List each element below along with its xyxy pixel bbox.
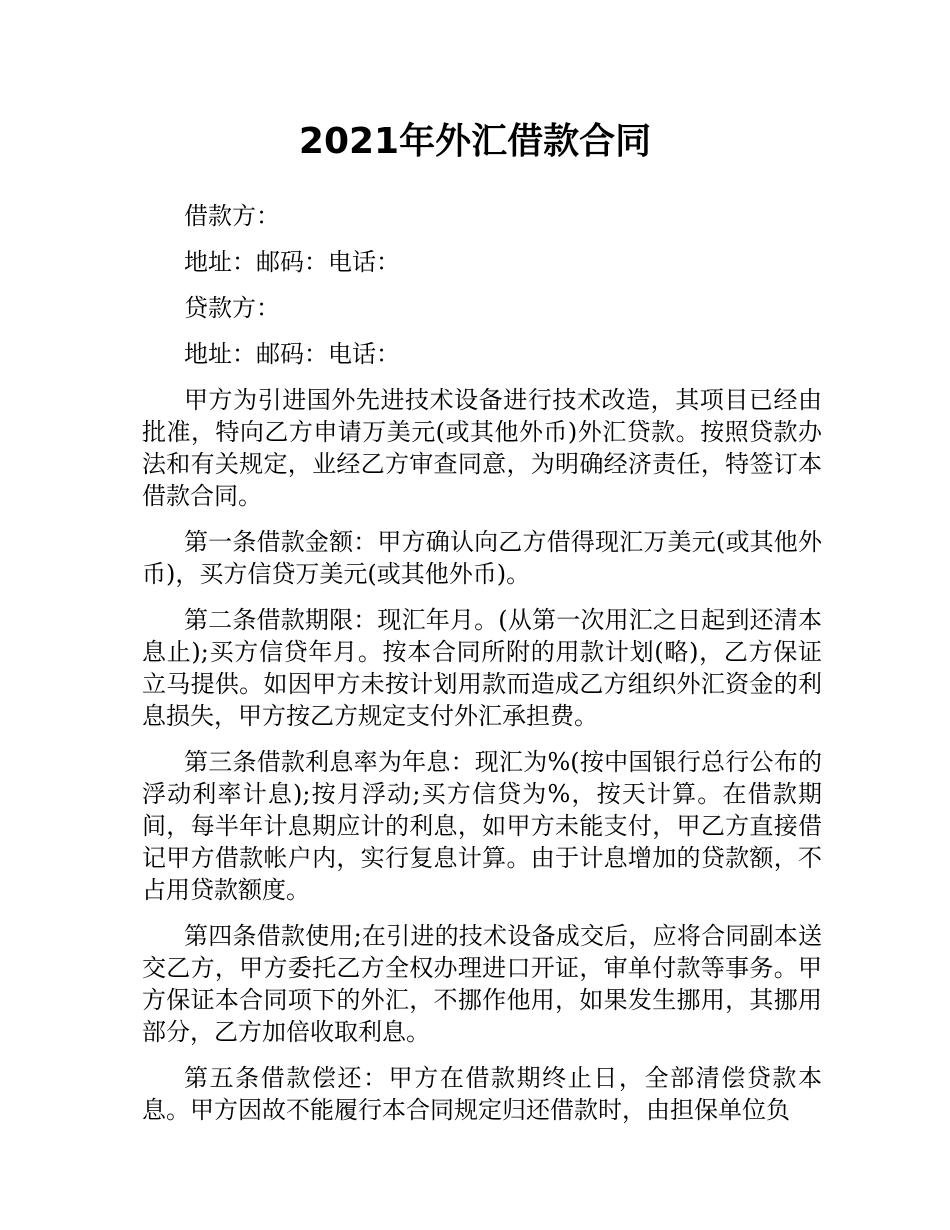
borrower-address-line: 地址：邮码：电话：	[184, 248, 400, 276]
lender-address-line: 地址：邮码：电话：	[184, 340, 400, 368]
borrower-line: 借款方：	[184, 202, 280, 230]
lender-line: 贷款方：	[184, 294, 280, 322]
document-title: 2021年外汇借款合同	[298, 121, 652, 162]
article-2-paragraph: 第二条借款期限：现汇年月。(从第一次用汇之日起到还清本息止);买方信贷年月。按本合同所附的用款计划(略)，乙方保证立马提供。如因甲方未按计划用款而造成乙方组织外汇资金的利息损失，甲方按乙方规定支付外汇承担费。	[142, 606, 822, 730]
article-4-paragraph: 第四条借款使用;在引进的技术设备成交后，应将合同副本送交乙方，甲方委托乙方全权办理进口开证，审单付款等事务。甲方保证本合同项下的外汇，不挪作他用，如果发生挪用，其挪用部分，乙方加倍收取利息。	[142, 922, 822, 1046]
article-1-paragraph: 第一条借款金额：甲方确认向乙方借得现汇万美元(或其他外币)，买方信贷万美元(或其他外币)。	[142, 528, 822, 588]
article-5-paragraph: 第五条借款偿还：甲方在借款期终止日，全部清偿贷款本息。甲方因故不能履行本合同规定归还借款时，由担保单位负	[142, 1064, 822, 1124]
preamble-paragraph: 甲方为引进国外先进技术设备进行技术改造，其项目已经由批准，特向乙方申请万美元(或其他外币)外汇贷款。按照贷款办法和有关规定，业经乙方审查同意，为明确经济责任，特签订本借款合同。	[142, 386, 822, 510]
article-3-paragraph: 第三条借款利息率为年息：现汇为%(按中国银行总行公布的浮动利率计息);按月浮动;买方信贷为%，按天计算。在借款期间，每半年计息期应计的利息，如甲方未能支付，甲乙方直接借记甲方借款帐户内，实行复息计算。由于计息增加的贷款额，不占用贷款额度。	[142, 748, 822, 904]
document-body	[142, 200, 822, 1140]
